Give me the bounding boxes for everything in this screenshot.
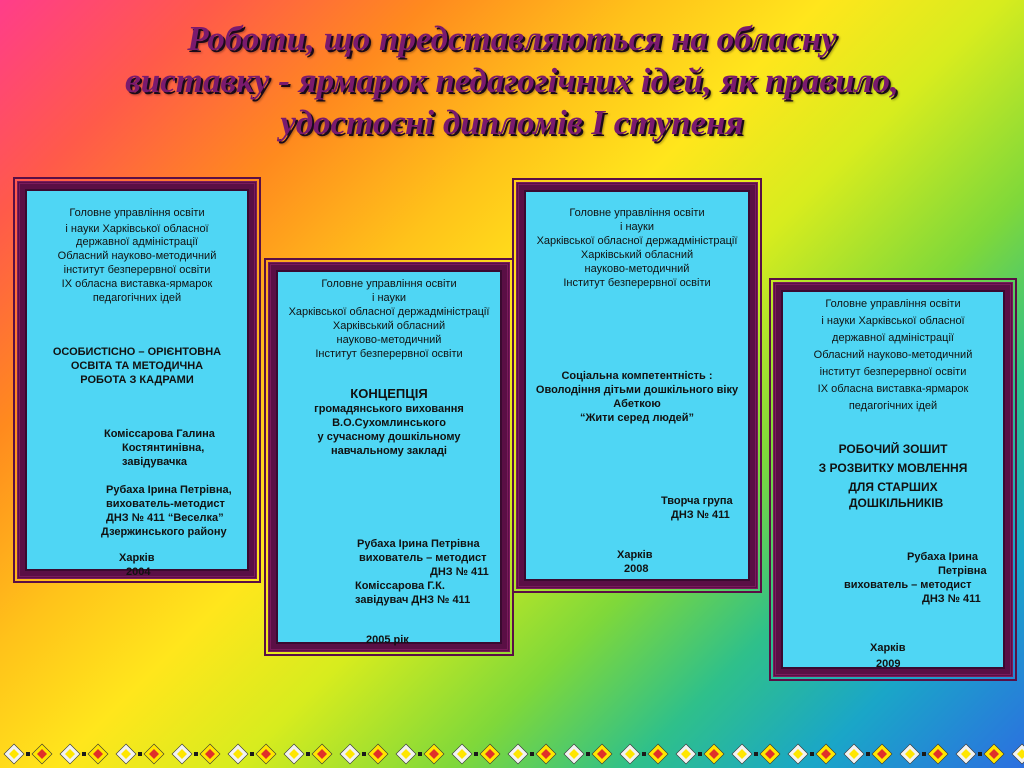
org-line: науково-методичний bbox=[336, 334, 442, 346]
year-label: 2005 рік bbox=[366, 634, 409, 646]
work-title-line: В.О.Сухомлинського bbox=[332, 417, 446, 429]
author-line: ДНЗ № 411 bbox=[430, 566, 489, 578]
document-card-2008 bbox=[516, 182, 758, 589]
document-card-2005 bbox=[268, 262, 510, 652]
org-line: Харківський обласний bbox=[332, 320, 446, 332]
document-card-2004 bbox=[17, 181, 257, 579]
org-line: педагогічних ідей bbox=[848, 400, 938, 412]
work-title-line: Абеткою bbox=[613, 398, 661, 410]
work-title-line: ДЛЯ СТАРШИХ bbox=[848, 480, 938, 494]
org-line: Харківської обласної держадміністрації bbox=[536, 235, 738, 247]
work-title-line: ДОШКІЛЬНИКІВ bbox=[849, 496, 944, 510]
work-title-line: ОСОБИСТІСНО – ОРІЄНТОВНА bbox=[52, 346, 222, 358]
document-card-body bbox=[276, 270, 502, 644]
document-card-body bbox=[25, 189, 249, 578]
author-line: вихователь – методист bbox=[359, 552, 487, 564]
city-label: Харків bbox=[119, 552, 155, 564]
org-line: і науки bbox=[619, 221, 655, 233]
org-line: ІХ обласна виставка-ярмарок bbox=[817, 383, 969, 395]
document-card-body bbox=[524, 190, 750, 581]
author-line: Коміссарова Галина bbox=[104, 428, 215, 440]
org-line: педагогічних ідей bbox=[92, 292, 182, 304]
org-line: і науки Харківської обласної bbox=[821, 315, 965, 327]
work-title-line: “Жити серед людей” bbox=[579, 412, 695, 424]
author-line: ДНЗ № 411 “Веселка” bbox=[106, 512, 224, 524]
work-title-line: ОСВІТА ТА МЕТОДИЧНА bbox=[70, 360, 204, 372]
title-line-3: удостоєні дипломів І ступеня bbox=[280, 103, 744, 142]
ornament-border bbox=[0, 740, 1024, 768]
author-line: Рубаха Ірина Петрівна bbox=[357, 538, 480, 550]
org-line: інститут безперервної освіти bbox=[63, 264, 211, 276]
work-title-line: З РОЗВИТКУ МОВЛЕННЯ bbox=[818, 461, 968, 475]
work-title-line: РОБОЧИЙ ЗОШИТ bbox=[838, 442, 948, 456]
document-card-body bbox=[781, 290, 1005, 669]
org-line: Інститут безперервної освіти bbox=[315, 348, 463, 360]
author-line: завідувачка bbox=[122, 456, 187, 468]
work-title-line: РОБОТА З КАДРАМИ bbox=[80, 374, 194, 386]
work-title-line: громадянського виховання bbox=[314, 403, 464, 415]
org-line: ІХ обласна виставка-ярмарок bbox=[61, 278, 213, 290]
author-line: Коміссарова Г.К. bbox=[355, 580, 445, 592]
org-line: Головне управління освіти bbox=[321, 278, 457, 290]
author-line: завідувач ДНЗ № 411 bbox=[355, 594, 471, 606]
org-line: науково-методичний bbox=[584, 263, 690, 275]
author-line: Петрівна bbox=[938, 565, 987, 577]
slide-title bbox=[0, 18, 1024, 144]
group-label: ДНЗ № 411 bbox=[671, 509, 730, 521]
work-title-main: КОНЦЕПЦІЯ bbox=[350, 386, 428, 401]
org-line: державної адміністрації bbox=[76, 236, 198, 248]
author-line: Рубаха Ірина Петрівна, bbox=[106, 484, 232, 496]
org-line: Харківський обласний bbox=[580, 249, 694, 261]
org-line: Обласний науково-методичний bbox=[57, 250, 217, 262]
author-line: вихователь-методист bbox=[106, 498, 225, 510]
author-line: вихователь – методист bbox=[844, 579, 972, 591]
org-line: Харківської обласної держадміністрації bbox=[288, 306, 490, 318]
work-title-line: Оволодіння дітьми дошкільного віку bbox=[535, 384, 739, 396]
org-line: Головне управління освіти bbox=[825, 298, 961, 310]
author-line: ДНЗ № 411 bbox=[922, 593, 981, 605]
year-label: 2008 bbox=[624, 563, 649, 575]
city-label: Харків bbox=[870, 642, 906, 654]
title-line-1: Роботи, що представляються на обласну bbox=[187, 19, 837, 58]
work-title-line: у сучасному дошкільному bbox=[317, 431, 461, 443]
work-title-line: навчальному закладі bbox=[331, 445, 447, 457]
document-card-2009 bbox=[773, 282, 1013, 677]
org-line: Інститут безперервної освіти bbox=[563, 277, 711, 289]
org-line: Головне управління освіти bbox=[569, 207, 705, 219]
year-label: 2004 bbox=[126, 566, 151, 578]
author-line: Костянтинівна, bbox=[122, 442, 205, 454]
org-line: Головне управління освіти bbox=[69, 207, 205, 219]
group-label: Творча група bbox=[661, 495, 733, 507]
title-line-2: виставку - ярмарок педагогічних ідей, як правило, bbox=[125, 61, 899, 100]
org-line: державної адміністрації bbox=[832, 332, 954, 344]
author-line: Дзержинського району bbox=[101, 526, 227, 538]
org-line: інститут безперервної освіти bbox=[819, 366, 967, 378]
org-line: і науки bbox=[371, 292, 407, 304]
city-label: Харків bbox=[617, 549, 653, 561]
author-line: Рубаха Ірина bbox=[907, 551, 978, 563]
work-title-line: Соціальна компетентність : bbox=[561, 370, 713, 382]
org-line: і науки Харківської обласної bbox=[65, 223, 209, 235]
year-label: 2009 bbox=[876, 658, 901, 670]
org-line: Обласний науково-методичний bbox=[813, 349, 973, 361]
